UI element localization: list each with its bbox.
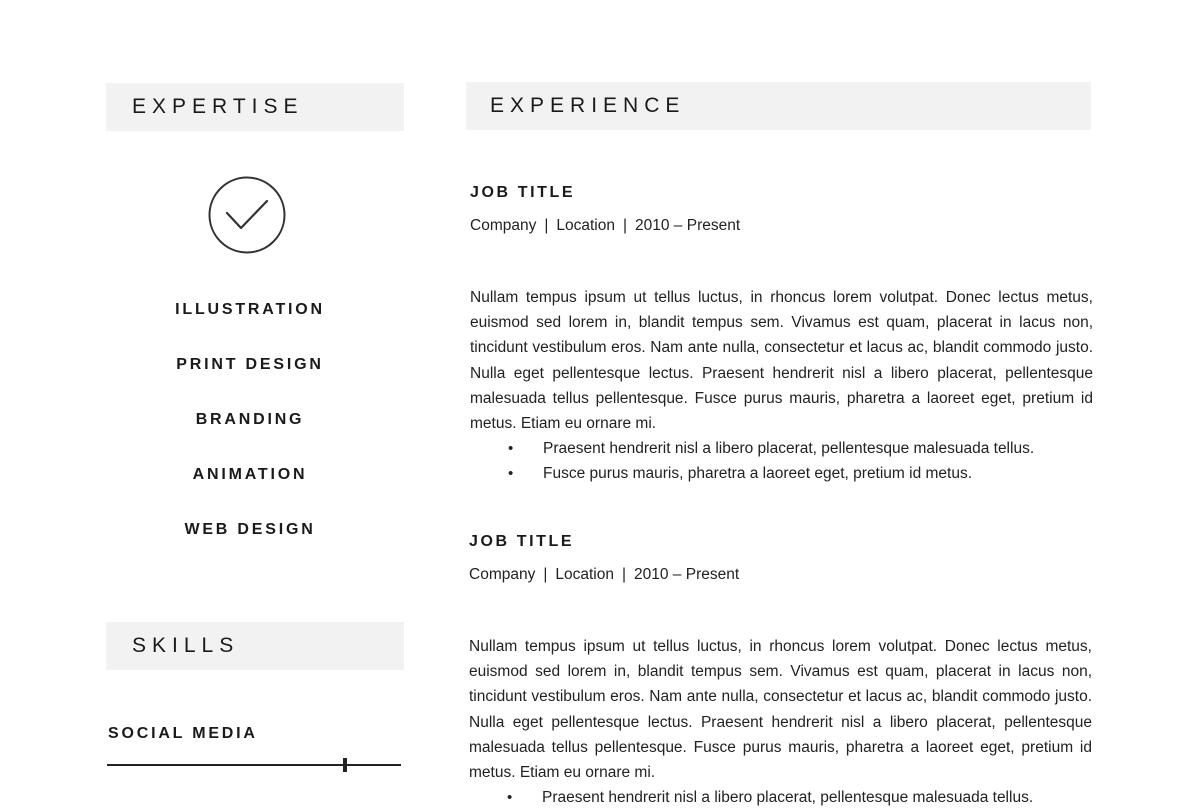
- job-bullet-text: Fusce purus mauris, pharetra a laoreet eget, pretium id metus.: [543, 465, 973, 483]
- expertise-header: [106, 83, 404, 131]
- job-entry: [470, 183, 1093, 487]
- job-bullet: [470, 436, 1093, 461]
- separator: |: [544, 217, 549, 234]
- separator: |: [621, 566, 627, 583]
- expertise-heading: EXPERTISE: [132, 95, 304, 118]
- job-title: JOB TITLE: [470, 184, 576, 201]
- expertise-item-animation: ANIMATION: [192, 466, 308, 483]
- skills-header: [106, 622, 404, 670]
- experience-header: [466, 82, 1091, 130]
- job-bullet-text: Praesent hendrerit nisl a libero placerat, pellentesque malesuada tellus.: [542, 789, 1034, 807]
- expertise-item-web-design: WEB DESIGN: [184, 521, 316, 538]
- job-dates: 2010 – Present: [634, 566, 740, 583]
- expertise-item-print-design: PRINT DESIGN: [176, 356, 324, 373]
- separator: |: [543, 566, 548, 583]
- separator: |: [622, 217, 628, 234]
- skills-heading: SKILLS: [132, 634, 240, 657]
- expertise-item-illustration: ILLUSTRATION: [175, 301, 325, 318]
- job-bullet-list: [470, 436, 1093, 486]
- bullet-dot: •: [508, 440, 514, 458]
- job-meta: [469, 565, 1092, 585]
- job-meta: [470, 216, 1093, 236]
- job-company: Company: [469, 566, 536, 583]
- skill-bar-track: [107, 764, 401, 766]
- expertise-item-branding: BRANDING: [195, 411, 305, 428]
- job-bullet: [469, 785, 1092, 810]
- job-bullet-text: Praesent hendrerit nisl a libero placerat, pellentesque malesuada tellus.: [543, 440, 1035, 458]
- job-title: JOB TITLE: [469, 533, 575, 550]
- job-entry: [469, 532, 1092, 810]
- job-bullet-list: [469, 785, 1092, 810]
- experience-heading: EXPERIENCE: [490, 94, 686, 117]
- bullet-dot: •: [507, 789, 513, 807]
- skill-bar-marker: [343, 758, 347, 772]
- check-circle-icon: [207, 176, 287, 254]
- skill-label-social-media: SOCIAL MEDIA: [108, 725, 258, 742]
- job-description: Nullam tempus ipsum ut tellus luctus, in rhoncus lorem volutpat. Donec lectus metus, euismod sed lorem in, blandit tempus sem. Vivamus est quam, placerat in lacus non, tincidunt vestibulum eros. Nam ante nulla, consectetur et lacus ac, blandit commodo justo. Nulla eget pellentesque lectus. Praesent hendrerit nisl a libero placerat, pellentesque malesuada tellus pellentesque. Fusce purus mauris, pharetra a laoreet eget, pretium id metus. Etiam eu ornare mi.: [470, 289, 1093, 433]
- job-description: Nullam tempus ipsum ut tellus luctus, in rhoncus lorem volutpat. Donec lectus metus, euismod sed lorem in, blandit tempus sem. Vivamus est quam, placerat in lacus non, tincidunt vestibulum eros. Nam ante nulla, consectetur et lacus ac, blandit commodo justo. Nulla eget pellentesque lectus. Praesent hendrerit nisl a libero placerat, pellentesque malesuada tellus pellentesque. Fusce purus mauris, pharetra a laoreet eget, pretium id metus. Etiam eu ornare mi.: [469, 638, 1092, 782]
- job-location: Location: [555, 566, 614, 583]
- bullet-dot: •: [508, 465, 514, 483]
- job-bullet: [470, 461, 1093, 486]
- job-company: Company: [470, 217, 537, 234]
- job-dates: 2010 – Present: [635, 217, 741, 234]
- job-location: Location: [556, 217, 615, 234]
